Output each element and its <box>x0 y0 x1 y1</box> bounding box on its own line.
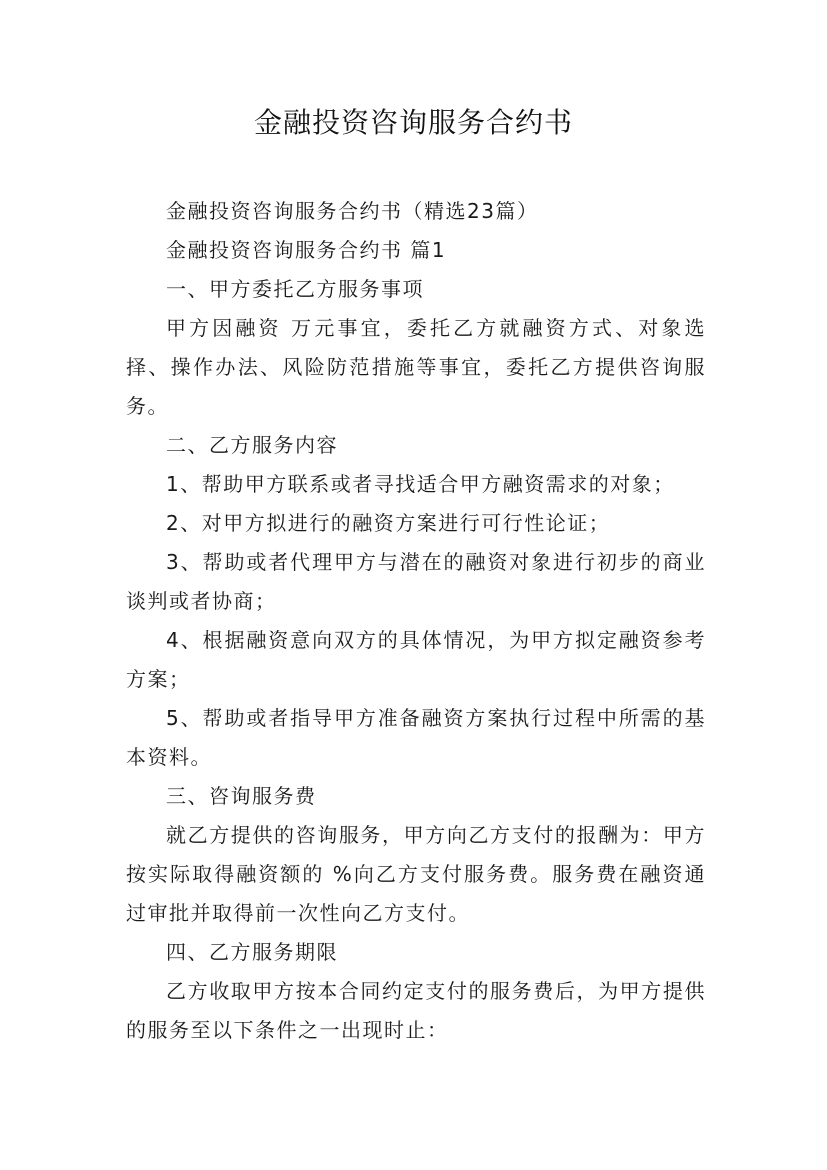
list-item: 1、帮助甲方联系或者寻找适合甲方融资需求的对象； <box>166 472 675 496</box>
paragraph: 甲方因融资 万元事宜，委托乙方就融资方式、对象选择、操作办法、风险防范措施等事宜，委托乙方提供咨询服务。 <box>126 316 706 418</box>
list-item: 3、帮助或者代理甲方与潜在的融资对象进行初步的商业谈判或者协商； <box>126 550 706 613</box>
paragraph: 乙方收取甲方按本合同约定支付的服务费后，为甲方提供的服务至以下条件之一出现时止： <box>126 979 706 1042</box>
paragraph-article-heading: 金融投资咨询服务合约书 篇1 <box>166 238 447 262</box>
list-item: 2、对甲方拟进行的融资方案进行可行性论证； <box>166 511 611 535</box>
section-heading-3: 三、咨询服务费 <box>166 784 317 808</box>
paragraph: 就乙方提供的咨询服务，甲方向乙方支付的报酬为：甲方按实际取得融资额的 %向乙方支付服务费。服务费在融资通过审批并取得前一次性向乙方支付。 <box>126 823 706 925</box>
paragraph-subtitle: 金融投资咨询服务合约书（精选23篇） <box>166 199 539 223</box>
list-item: 5、帮助或者指导甲方准备融资方案执行过程中所需的基本资料。 <box>126 706 706 769</box>
document-body <box>126 192 706 1050</box>
section-heading-2: 二、乙方服务内容 <box>166 433 338 457</box>
list-item: 4、根据融资意向双方的具体情况，为甲方拟定融资参考方案； <box>126 628 706 691</box>
document-title: 金融投资咨询服务合约书 <box>253 106 573 139</box>
section-heading-4: 四、乙方服务期限 <box>166 940 338 964</box>
section-heading-1: 一、甲方委托乙方服务事项 <box>166 277 424 301</box>
